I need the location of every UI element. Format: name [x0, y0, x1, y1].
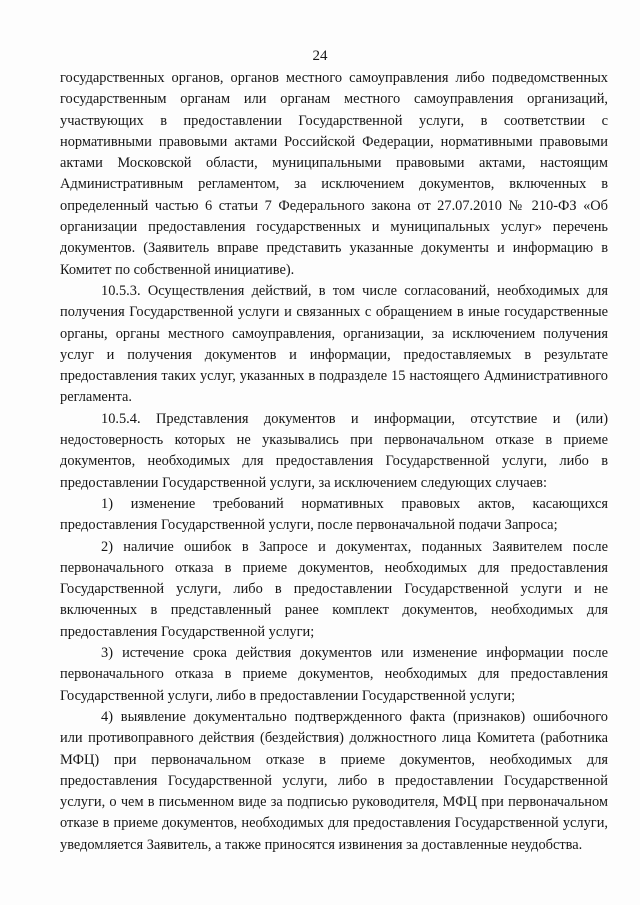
- list-item-2: 2) наличие ошибок в Запросе и документах, поданных Заявителем после первоначального отказа в приеме документов, необходимых для предоставления Государственной услуги, либо в предоставлении Государственной услуги и не включенных в представленный ранее комплект документов, необходимых для предоставления Государственной услуги;: [60, 538, 608, 640]
- list-item-1: 1) изменение требований нормативных правовых актов, касающихся предоставления Государственной услуги, после первоначальной подачи Запроса;: [60, 495, 608, 534]
- page-body: [60, 68, 608, 856]
- list-item-3: 3) истечение срока действия документов или изменение информации после первоначального отказа в приеме документов, необходимых для предоставления Государственной услуги, либо в предоставлении Государственной услуги;: [60, 645, 608, 704]
- list-item-4: 4) выявление документально подтвержденного факта (признаков) ошибочного или противоправного действия (бездействия) должностного лица Комитета (работника МФЦ) при первоначальном отказе в приеме документов, необходимых для предоставления Государственной услуги, либо в предоставлении Государственной услуги, о чем в письменном виде за подписью руководителя, МФЦ при первоначальном отказе в приеме документов, необходимых для предоставления Государственной услуги, уведомляется Заявитель, а также приносятся извинения за доставленные неудобства.: [60, 708, 608, 853]
- paragraph-10-5-4: 10.5.4. Представления документов и информации, отсутствие и (или) недостоверность которых не указывались при первоначальном отказе в приеме документов, необходимых для предоставления Государственной услуги, либо в предоставлении Государственной услуги, за исключением следующих случаев:: [60, 410, 608, 491]
- paragraph-continuation: государственных органов, органов местного самоуправления либо подведомственных государственным органам или органам местного самоуправления организаций, участвующих в предоставлении Государственной услуги, в соответствии с нормативными правовыми актами Российской Федерации, нормативными правовыми актами Московской области, муниципальными правовыми актами, настоящим Административным регламентом, за исключением документов, включенных в определенный частью 6 статьи 7 Федерального закона от 27.07.2010 № 210-ФЗ «Об организации предоставления государственных и муниципальных услуг» перечень документов. (Заявитель вправе представить указанные документы и информацию в Комитет по собственной инициативе).: [60, 70, 608, 278]
- paragraph-10-5-3: 10.5.3. Осуществления действий, в том числе согласований, необходимых для получения Государственной услуги и связанных с обращением в иные государственные органы, органы местного самоуправления, организации, за исключением получения услуг и получения документов и информации, предоставляемых в результате предоставления таких услуг, указанных в подразделе 15 настоящего Административного регламента.: [60, 282, 608, 406]
- page-number: 24: [312, 48, 328, 64]
